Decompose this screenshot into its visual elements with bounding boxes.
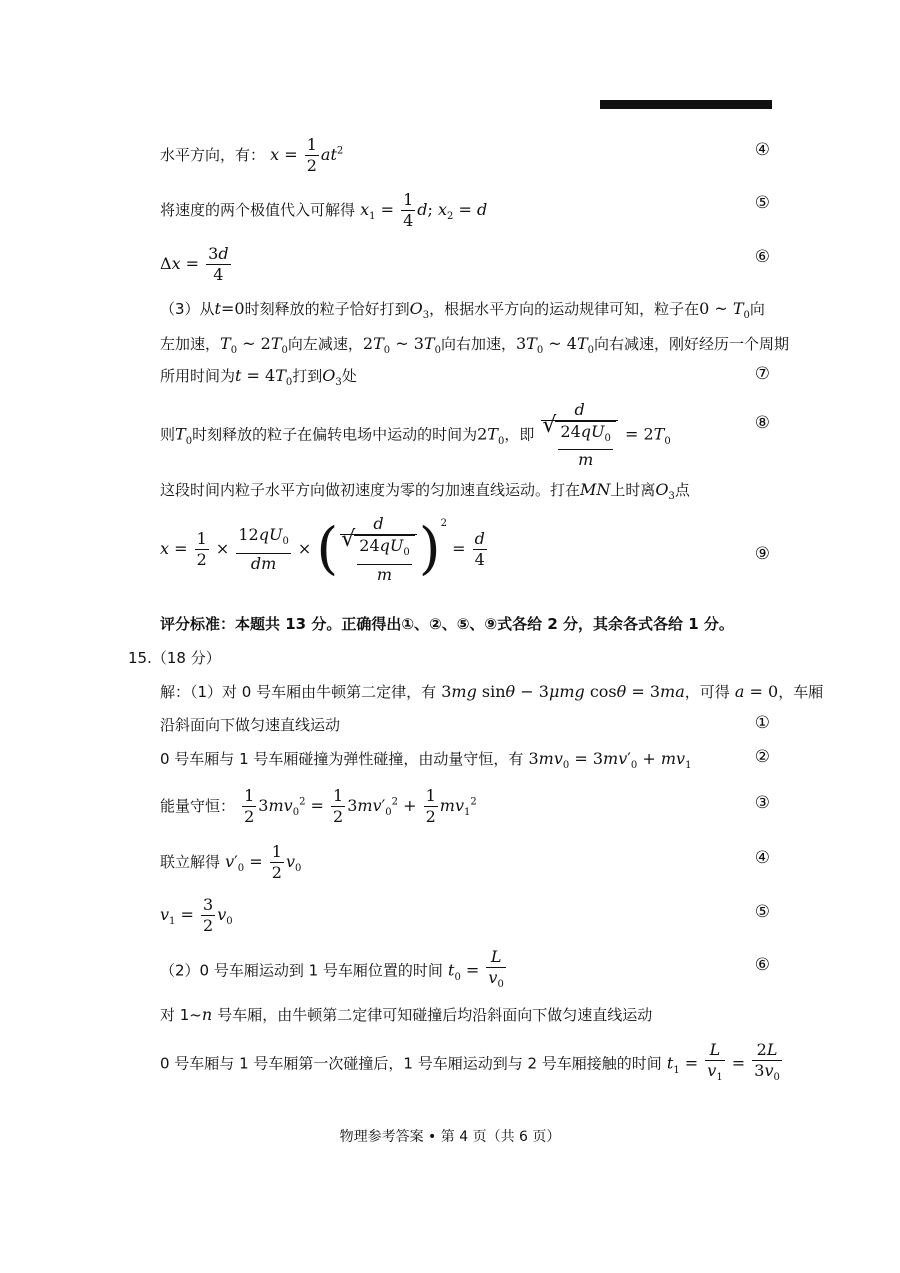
marker: ③ bbox=[754, 793, 770, 813]
marker: ⑥ bbox=[754, 955, 770, 975]
para-3-line1: （3）从t=0时刻释放的粒子恰好打到$O_3$，根据水平方向的运动规律可知，粒子在0 ~ $T_0$向 bbox=[160, 299, 765, 322]
eq-15-5: $v_1$ = $\frac{3}{2}$ $v_0$ bbox=[160, 895, 233, 935]
eq-15-7: 0 号车厢与 1 号车厢第一次碰撞后，1 号车厢运动到与 2 号车厢接触的时间 $t_1$ = $\frac{L}{v_1}$ = $\frac{2L}{3v_0}$ bbox=[160, 1040, 780, 1084]
marker: ④ bbox=[754, 140, 770, 160]
marker: ⑧ bbox=[754, 413, 770, 433]
eq-line-4: 水平方向，有： x = $\frac{1}{2}$ $at^2$ bbox=[160, 135, 344, 175]
eq-line-6: Δx = $\frac{3d}{4}$ bbox=[160, 244, 229, 284]
score-note: 评分标准：本题共 13 分。正确得出①、②、⑤、⑨式各给 2 分，其余各式各给 1 分。 bbox=[160, 615, 734, 633]
marker: ⑨ bbox=[754, 544, 770, 564]
page-footer: 物理参考答案 • 第 4 页（共 6 页） bbox=[339, 1129, 561, 1145]
para-3-line2: 左加速，$T_0$ ~ $2T_0$向左减速，$2T_0$ ~ $3T_0$向右加速，$3T_0$ ~ $4T_0$向右减速，刚好经历一个周期 bbox=[160, 334, 790, 357]
marker: ⑤ bbox=[754, 193, 770, 213]
para-line: 这段时间内粒子水平方向做初速度为零的匀加速直线运动。打在MN上时离$O_3$点 bbox=[160, 480, 690, 503]
eq-line-8: 则$T_0$时刻释放的粒子在偏转电场中运动的时间为$2T_0$，即 d √ $\frac{24qU_0}{m}$ = $2T_0$ bbox=[160, 400, 770, 470]
marker: ⑦ bbox=[754, 364, 770, 384]
eq-15-6: （2）0 号车厢运动到 1 号车厢位置的时间 $t_0$ = $\frac{L}{v_0}$ bbox=[160, 947, 504, 991]
text: 将速度的两个极值代入可解得 bbox=[160, 201, 356, 219]
marker: ⑥ bbox=[754, 247, 770, 267]
text: 沿斜面向下做匀速直线运动 bbox=[160, 716, 341, 734]
para-3-line3: 所用时间为$t = 4T_0$打到$O_3$处 bbox=[160, 366, 357, 389]
question-15-title: 15.（18 分） bbox=[128, 649, 221, 667]
marker: ⑤ bbox=[754, 902, 770, 922]
eq-15-2: 0 号车厢与 1 号车厢碰撞为弹性碰撞，由动量守恒，有 $3mv_0 = 3mv'_0 + mv_1$ bbox=[160, 749, 692, 772]
eq-15-4: 联立解得 $v'_0$ = $\frac{1}{2}$ $v_0$ bbox=[160, 842, 302, 882]
text-line: 对 1~n 号车厢，由牛顿第二定律可知碰撞后均沿斜面向下做匀速直线运动 bbox=[160, 1005, 653, 1024]
marker: ④ bbox=[754, 848, 770, 868]
header-bar bbox=[600, 100, 772, 109]
eq-line-9: x = $\frac{1}{2}$ × $\frac{12qU_0}{dm}$ × ( d √ $\frac{24qU_0}{m}$ )$^2$ = $\frac{d}{4}$ bbox=[160, 512, 770, 585]
eq-line-5: 将速度的两个极值代入可解得 $x_1$ = $\frac{1}{4}$ d; $x_2 = d$ bbox=[160, 190, 488, 230]
eq-15-3: 能量守恒： $\frac{1}{2}$ $3mv_0^2$ = $\frac{1}{2}$ $3mv'_0^2$ + $\frac{1}{2}$ $mv_1^2$ bbox=[160, 786, 477, 826]
marker: ② bbox=[754, 747, 770, 767]
eq-15-1: 解：（1）对 0 号车厢由牛顿第二定律，有 3mg sinθ − 3μmg cosθ = 3ma，可得 a = 0，车厢 bbox=[160, 682, 824, 701]
marker: ① bbox=[754, 713, 770, 733]
text: 水平方向，有： bbox=[160, 146, 266, 164]
